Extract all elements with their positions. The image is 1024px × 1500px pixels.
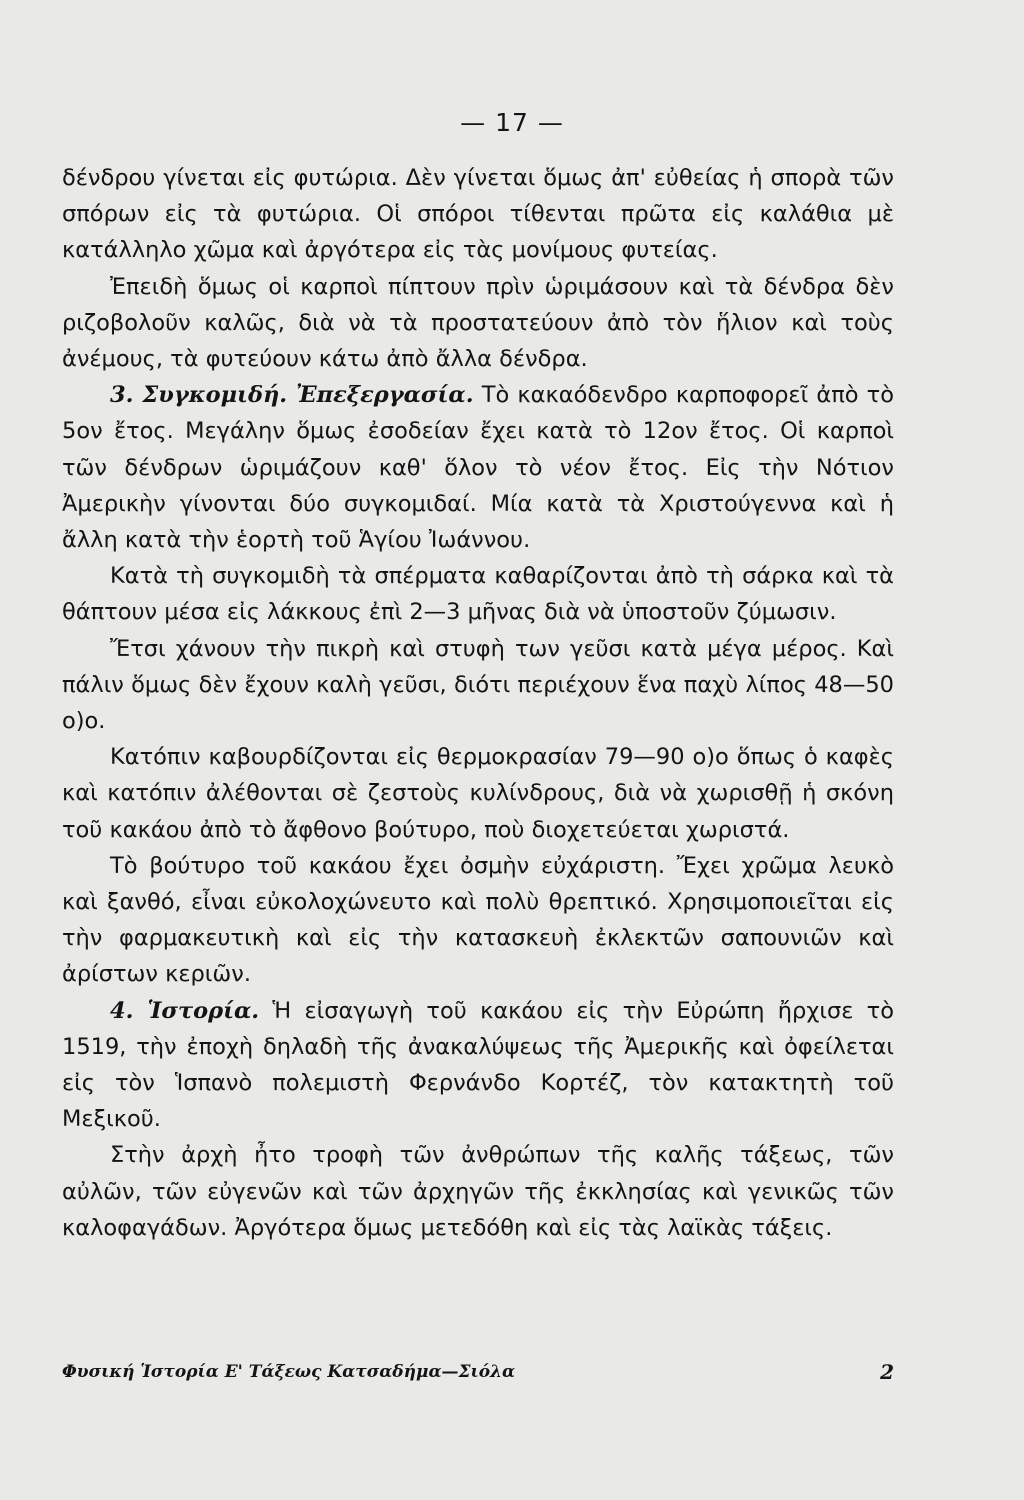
paragraph xyxy=(62,993,894,1138)
footer xyxy=(62,1362,894,1382)
paragraph-text: Ἡ εἰσαγωγὴ τοῦ κακάου εἰς τὴν Εὐρώπη ἤρχισε τὸ 1519, τὴν ἐποχὴ δηλαδὴ τῆς ἀνακαλύψεως τῆς Ἀμερικῆς καὶ ὀφείλεται εἰς τὸν Ἱσπανὸ πολεμιστὴ Φερνάνδο Κορτέζ, τὸν κατακτητὴ τοῦ Μεξικοῦ. xyxy=(62,997,894,1133)
sheet-number: 2 xyxy=(880,1360,894,1384)
section-title: 4. Ἱστορία. xyxy=(110,997,260,1024)
paragraph xyxy=(62,377,894,558)
section-title: 3. Συγκομιδή. Ἐπεξεργασία. xyxy=(110,382,474,409)
page-number: — 17 — xyxy=(460,108,564,137)
paragraph: Τὸ βούτυρο τοῦ κακάου ἔχει ὀσμὴν εὐχάριστη. Ἔχει χρῶμα λευκὸ καὶ ξανθό, εἶναι εὐκολοχώνευτο καὶ πολὺ θρεπτικό. Χρησιμοποιεῖται εἰς τὴν φαρμακευτικὴ καὶ εἰς τὴν κατασκευὴ ἐκλεκτῶν σαπουνιῶν καὶ ἀρίστων κεριῶν. xyxy=(62,852,894,988)
body-text xyxy=(62,160,894,1246)
paragraph: δένδρου γίνεται εἰς φυτώρια. Δὲν γίνεται ὅμως ἀπ' εὐθείας ἡ σπορὰ τῶν σπόρων εἰς τὰ φυτώρια. Οἱ σπόροι τίθενται πρῶτα εἰς καλάθια μὲ κατάλληλο χῶμα καὶ ἀργότερα εἰς τὰς μονίμους φυτείας. xyxy=(62,165,894,264)
paragraph: Ἔτσι χάνουν τὴν πικρὴ καὶ στυφὴ των γεῦσι κατὰ μέγα μέρος. Καὶ πάλιν ὅμως δὲν ἔχουν καλὴ γεῦσι, διότι περιέχουν ἕνα παχὺ λίπος 48—50 ο)ο. xyxy=(62,635,894,735)
paragraph-text: Τὸ κακαόδενδρο καρποφορεῖ ἀπὸ τὸ 5ον ἔτος. Μεγάλην ὅμως ἐσοδείαν ἔχει κατὰ τὸ 12ον ἔτος. Οἱ καρποὶ τῶν δένδρων ὡριμάζουν καθ' ὅλον τὸ νέον ἔτος. Εἰς τὴν Νότιον Ἀμερικὴν γίνονται δύο συγκομιδαί. Μία κατὰ τὰ Χριστούγεννα καὶ ἡ ἄλλη κατὰ τὴν ἑορτὴ τοῦ Ἁγίου Ἰωάννου. xyxy=(62,382,894,554)
paragraph: Στὴν ἀρχὴ ἦτο τροφὴ τῶν ἀνθρώπων τῆς καλῆς τάξεως, τῶν αὐλῶν, τῶν εὐγενῶν καὶ τῶν ἀρχηγῶν τῆς ἐκκλησίας καὶ γενικῶς τῶν καλοφαγάδων. Ἀργότερα ὅμως μετεδόθη καὶ εἰς τὰς λαϊκὰς τάξεις. xyxy=(62,1142,894,1241)
paragraph: Κατόπιν καβουρδίζονται εἰς θερμοκρασίαν 79—90 ο)ο ὅπως ὁ καφὲς καὶ κατόπιν ἀλέθονται σὲ ζεστοὺς κυλίνδρους, διὰ νὰ χωρισθῇ ἡ σκόνη τοῦ κακάου ἀπὸ τὸ ἄφθονο βούτυρο, ποὺ διοχετεύεται χωριστά. xyxy=(62,744,894,843)
paragraph: Κατὰ τὴ συγκομιδὴ τὰ σπέρματα καθαρίζονται ἀπὸ τὴ σάρκα καὶ τὰ θάπτουν μέσα εἰς λάκκους ἐπὶ 2—3 μῆνας διὰ νὰ ὑποστοῦν ζύμωσιν. xyxy=(62,563,894,626)
paragraph: Ἐπειδὴ ὅμως οἱ καρποὶ πίπτουν πρὶν ὡριμάσουν καὶ τὰ δένδρα δὲν ριζοβολοῦν καλῶς, διὰ νὰ τὰ προστατεύουν ἀπὸ τὸν ἥλιον καὶ τοὺς ἀνέμους, τὰ φυτεύουν κάτω ἀπὸ ἄλλα δένδρα. xyxy=(62,273,894,373)
footer-title: Φυσική Ἱστορία Ε' Τάξεως Κατσαδήμα—Σιόλα xyxy=(62,1362,516,1382)
